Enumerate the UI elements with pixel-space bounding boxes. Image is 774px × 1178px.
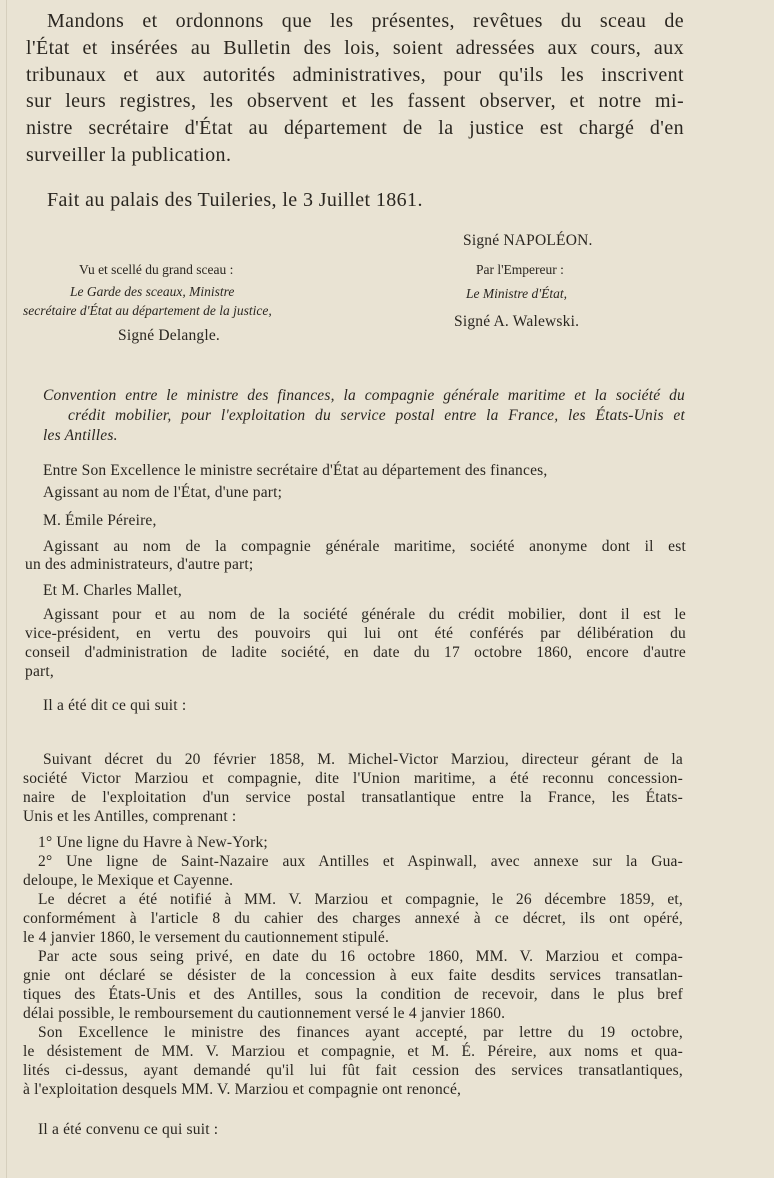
body-line-5: 1° Une ligne du Havre à New-York;: [38, 834, 268, 851]
body-line-6: 2° Une ligne de Saint-Nazaire aux Antilles et Aspinwall, avec annexe sur la Gua-: [38, 853, 683, 870]
body-line-8: Le décret a été notifié à MM. V. Marziou et compagnie, le 26 décembre 1859, et,: [38, 891, 683, 908]
decree-line-6: surveiller la publication.: [26, 144, 232, 166]
party-3-line-4: part,: [25, 663, 54, 680]
body-line-11: Par acte sous seing privé, en date du 16 octobre 1860, MM. V. Marziou et compa-: [38, 948, 683, 965]
body-line-18: à l'exploitation desquels MM. V. Marziou et compagnie ont renoncé,: [23, 1081, 462, 1098]
body-line-7: deloupe, le Mexique et Cayenne.: [23, 872, 234, 889]
keeper-seals-title-1: Le Garde des sceaux, Ministre: [70, 284, 235, 299]
body-line-4: Unis et les Antilles, comprenant :: [23, 808, 237, 825]
decree-line-3: tribunaux et aux autorités administratives, pour qu'ils les inscrivent: [26, 64, 684, 86]
said-heading: Il a été dit ce qui suit :: [43, 697, 187, 714]
signature-emperor: Signé NAPOLÉON.: [463, 232, 593, 249]
decree-line-4: sur leurs registres, les observent et les fassent observer, et notre mi-: [26, 90, 684, 112]
body-line-10: le 4 janvier 1860, le versement du cautionnement stipulé.: [23, 929, 390, 946]
body-line-13: tiques des États-Unis et des Antilles, sous la condition de recevoir, dans le plus bref: [23, 986, 683, 1003]
body-line-17: lités ci-dessus, ayant demandé qu'il lui fût fait cession des services transatlantiques,: [23, 1062, 683, 1079]
convention-title-line-3: les Antilles.: [43, 427, 118, 444]
body-line-14: délai possible, le remboursement du cautionnement versé le 4 janvier 1860.: [23, 1005, 506, 1022]
keeper-seals-title-2: secrétaire d'État au département de la justice,: [23, 303, 272, 318]
party-3-line-1: Agissant pour et au nom de la société générale du crédit mobilier, dont il est le: [43, 606, 686, 623]
by-the-emperor: Par l'Empereur :: [476, 262, 564, 277]
party-3-line-2: vice-président, en vertu des pouvoirs qui lui ont été conférés par délibération du: [25, 625, 686, 642]
agreed-heading: Il a été convenu ce qui suit :: [38, 1121, 219, 1138]
party-1-line-1: Entre Son Excellence le ministre secrétaire d'État au département des finances,: [43, 462, 548, 479]
party-2-name: M. Émile Péreire,: [43, 512, 157, 529]
party-2-line-1: Agissant au nom de la compagnie générale maritime, société anonyme dont il est: [43, 538, 686, 555]
decree-line-1: Mandons et ordonnons que les présentes, revêtues du sceau de: [47, 10, 684, 32]
body-line-1: Suivant décret du 20 février 1858, M. Michel-Victor Marziou, directeur gérant de la: [43, 751, 683, 768]
convention-title-line-2: crédit mobilier, pour l'exploitation du service postal entre la France, les États-Unis et: [68, 407, 685, 424]
party-1-line-2: Agissant au nom de l'État, d'une part;: [43, 484, 283, 501]
body-line-2: société Victor Marziou et compagnie, dite l'Union maritime, a été reconnu concession-: [23, 770, 683, 787]
party-2-line-2: un des administrateurs, d'autre part;: [25, 556, 254, 573]
page-edge-rule: [6, 0, 7, 1178]
party-3-line-3: conseil d'administration de ladite société, en date du 17 octobre 1860, encore d'autre: [25, 644, 686, 661]
decree-line-5: nistre secrétaire d'État au département de la justice est chargé d'en: [26, 117, 684, 139]
body-line-16: le désistement de MM. V. Marziou et compagnie, et M. É. Péreire, aux noms et qua-: [23, 1043, 683, 1060]
minister-state-title: Le Ministre d'État,: [466, 286, 568, 301]
body-line-12: gnie ont déclaré se désister de la concession à eux faite desdits services transatlan-: [23, 967, 683, 984]
body-line-3: naire de l'exploitation d'un service postal transatlantique entre la France, les États-: [23, 789, 683, 806]
party-3-name: Et M. Charles Mallet,: [43, 582, 182, 599]
decree-line-2: l'État et insérées au Bulletin des lois, soient adressées aux cours, aux: [26, 37, 684, 59]
body-line-15: Son Excellence le ministre des finances ayant accepté, par lettre du 19 octobre,: [38, 1024, 683, 1041]
convention-title-line-1: Convention entre le ministre des finances, la compagnie générale maritime et la société du: [43, 387, 685, 404]
signature-walewski: Signé A. Walewski.: [454, 313, 580, 330]
body-line-9: conformément à l'article 8 du cahier des charges annexé à ce décret, ils ont opéré,: [23, 910, 683, 927]
place-and-date: Fait au palais des Tuileries, le 3 Juillet 1861.: [47, 189, 423, 211]
signature-delangle: Signé Delangle.: [118, 327, 221, 344]
seal-notice: Vu et scellé du grand sceau :: [79, 262, 234, 277]
